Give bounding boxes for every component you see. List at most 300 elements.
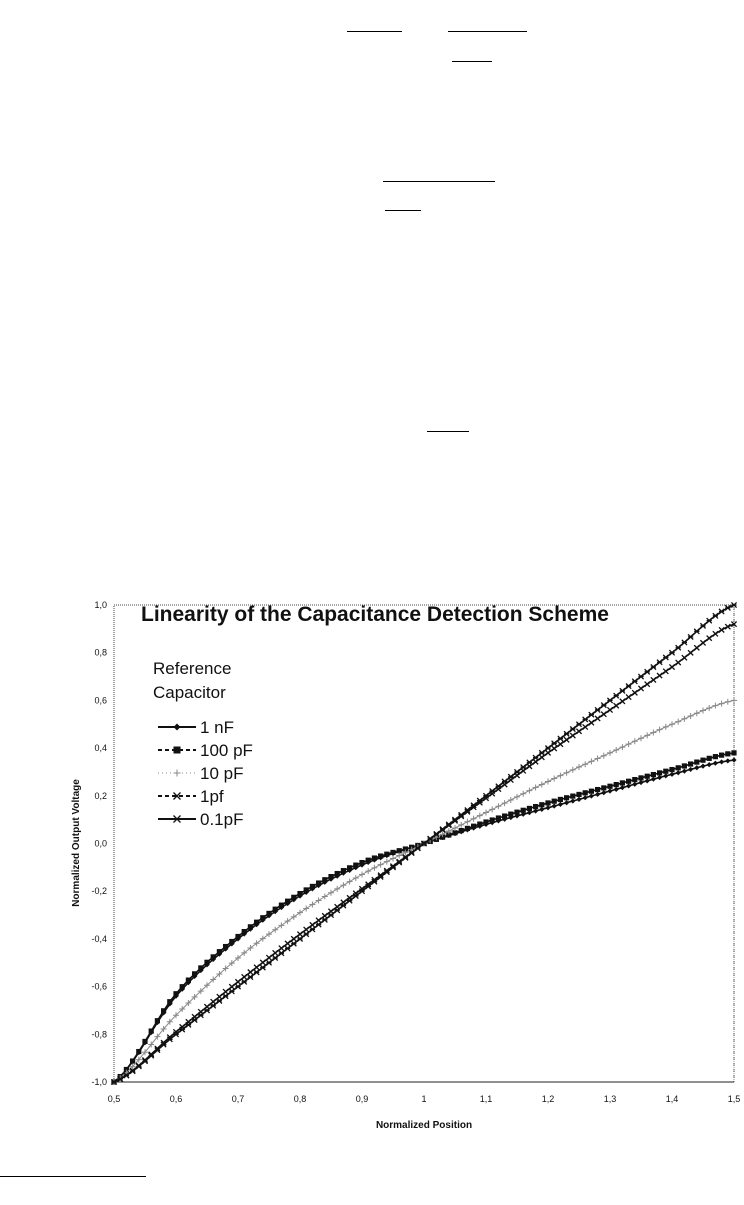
data-point [279,903,284,908]
data-point [341,903,346,908]
legend-label: 10 pF [200,764,244,783]
data-point [316,880,321,885]
data-point [378,853,383,858]
data-point [229,939,234,944]
legend-label: 1 nF [200,718,235,737]
data-point [688,634,693,639]
data-point [174,724,181,731]
legend-entry [158,810,243,829]
data-point [266,955,271,960]
data-point [589,793,594,798]
data-point [359,872,365,878]
data-point [645,774,650,779]
legend-entries [158,718,253,829]
data-point [477,821,482,826]
data-point [663,669,668,674]
data-point [576,729,581,734]
data-point [186,977,191,982]
data-point [266,960,271,965]
data-point [204,1008,209,1013]
data-point [725,699,731,705]
data-point [552,803,557,808]
data-point [371,865,377,871]
data-point [731,602,736,607]
data-point [390,856,396,862]
x-tick-label: 0,7 [231,1094,245,1104]
data-point [638,775,643,780]
data-point [583,717,588,722]
legend-entry [158,787,224,806]
data-point [390,850,395,855]
legend [153,659,253,829]
y-tick-label: 0,4 [94,743,107,754]
data-point [440,827,445,832]
data-point [490,817,495,822]
data-point [328,912,333,917]
data-point [173,991,178,996]
data-point [242,979,247,984]
data-point [254,920,259,925]
x-tick-label: 1,4 [665,1094,679,1104]
data-point [211,954,216,959]
data-point [545,800,550,805]
data-point [533,785,539,791]
data-point [229,984,234,989]
data-point [688,767,693,772]
data-point [663,655,668,660]
data-point [161,1008,166,1013]
data-point [279,951,284,956]
data-point [657,727,663,733]
data-point [700,764,705,769]
data-point [725,605,730,610]
data-point [614,693,619,698]
data-point [564,737,569,742]
data-point [359,860,364,865]
data-point [657,660,662,665]
data-point [614,782,619,787]
data-point [192,971,197,976]
data-point [334,886,340,892]
data-point [645,682,650,687]
data-point [669,721,675,727]
data-point [564,795,569,800]
data-point [713,613,718,618]
data-point [607,750,613,756]
data-point [539,750,544,755]
data-point [291,914,297,920]
series-1-nf [111,757,736,1084]
data-point [483,819,488,824]
data-point [242,929,247,934]
data-point [669,664,674,669]
data-point [260,960,265,965]
data-point [651,777,656,782]
y-tick-label: -1,0 [91,1077,107,1087]
data-point [619,744,625,750]
data-point [180,984,185,989]
data-point [483,809,489,815]
data-point [551,776,557,782]
data-point [335,908,340,913]
data-point [167,999,172,1004]
data-point [527,760,532,765]
data-point [583,790,588,795]
data-point [731,750,736,755]
data-point [638,780,643,785]
data-point [682,768,687,773]
data-point [558,736,563,741]
data-point [552,799,557,804]
data-point [707,618,712,623]
data-point [669,767,674,772]
legend-entry [158,741,253,760]
data-point [198,965,203,970]
x-tick-label: 0,9 [355,1094,369,1104]
data-point [688,713,694,719]
data-point [496,815,501,820]
data-point [688,650,693,655]
data-point [570,767,576,773]
data-point [514,794,520,800]
data-point [694,629,699,634]
data-point [626,683,631,688]
data-point [676,765,681,770]
data-point [570,726,575,731]
data-point [285,941,290,946]
data-point [694,645,699,650]
data-point [545,778,551,784]
data-point [601,753,607,759]
data-point [657,770,662,775]
data-point [309,901,315,907]
x-tick-label: 1,2 [541,1094,555,1104]
data-point [291,936,296,941]
data-point [539,781,545,787]
data-point [217,949,222,954]
data-point [644,732,650,738]
data-point [712,703,718,709]
data-point [254,965,259,970]
data-point [223,944,228,949]
data-point [632,690,637,695]
data-point [384,852,389,857]
data-point [576,764,582,770]
data-point [347,865,352,870]
data-point [459,828,464,833]
data-point [303,906,309,912]
data-point [651,772,656,777]
chart-title: Linearity of the Capacitance Detection Scheme [141,603,609,626]
x-tick-label: 1,3 [603,1094,617,1104]
data-point [620,785,625,790]
legend-entry [158,718,234,737]
data-point [620,699,625,704]
data-point [229,989,234,994]
data-point [285,946,290,951]
data-point [663,724,669,730]
data-point [328,874,333,879]
y-tick-label: 0,6 [94,695,107,706]
data-point [595,787,600,792]
data-point [601,790,606,795]
data-point [353,875,359,881]
data-point [552,741,557,746]
data-point [174,816,181,823]
data-point [304,932,309,937]
data-point [545,750,550,755]
data-point [682,763,687,768]
series-line [114,760,734,1082]
data-point [322,894,328,900]
data-point [322,917,327,922]
legend-label: 1pf [200,787,224,806]
data-point [396,853,402,859]
x-tick-label: 1,5 [727,1094,741,1104]
data-point [707,756,712,761]
data-point [570,794,575,799]
data-point [526,788,532,794]
data-point [688,761,693,766]
data-point [471,824,476,829]
data-point [601,712,606,717]
x-tick-label: 0,8 [293,1094,307,1104]
data-point [607,788,612,793]
legend-entry [158,764,243,783]
data-point [601,703,606,708]
data-point [502,813,507,818]
data-point [211,1003,216,1008]
data-point [353,863,358,868]
data-point [477,813,483,819]
data-point [217,998,222,1003]
data-point [496,784,501,789]
data-point [583,795,588,800]
data-point [719,609,724,614]
data-point [613,747,619,753]
data-point [607,784,612,789]
data-point [279,946,284,951]
data-point [198,1013,203,1018]
data-point [527,806,532,811]
data-point [340,882,346,888]
data-point [706,705,712,711]
data-point [558,802,563,807]
data-point [620,780,625,785]
data-point [471,816,477,822]
data-point [576,797,581,802]
data-point [514,810,519,815]
data-point [533,755,538,760]
data-point [713,631,718,636]
data-point [557,773,563,779]
data-point [595,756,601,762]
data-point [192,1017,197,1022]
data-point [614,787,619,792]
y-tick-label: -0,4 [91,933,107,944]
data-point [142,1039,147,1044]
data-point [595,716,600,721]
data-point [235,984,240,989]
data-point [650,729,656,735]
data-point [719,753,724,758]
data-point [564,770,570,776]
data-point [272,927,278,933]
data-point [731,757,736,762]
data-point [719,759,724,764]
data-point [130,1058,135,1063]
data-point [545,805,550,810]
data-point [495,803,501,809]
data-point [260,965,265,970]
data-point [558,742,563,747]
data-point [273,955,278,960]
data-point [632,679,637,684]
data-point [558,797,563,802]
data-point [595,792,600,797]
data-point [297,936,302,941]
data-point [676,770,681,775]
data-point [589,789,594,794]
data-point [508,812,513,817]
data-point [248,974,253,979]
data-point [316,922,321,927]
data-point [502,800,508,806]
data-point [335,871,340,876]
legend-heading-line-1: Reference [153,659,232,678]
data-point [365,868,371,874]
data-point [645,669,650,674]
data-point [638,735,644,741]
legend-label: 100 pF [200,741,253,760]
x-tick-label: 1,1 [479,1094,493,1104]
data-point [248,924,253,929]
data-point [682,640,687,645]
data-point [725,751,730,756]
data-point [285,918,291,924]
data-point [347,898,352,903]
data-point [682,655,687,660]
data-point [174,770,181,777]
data-point [632,782,637,787]
x-tick-label: 0,6 [169,1094,183,1104]
data-point [725,758,730,763]
data-point [397,848,402,853]
y-tick-label: 1,0 [94,600,107,610]
data-point [570,798,575,803]
data-point [347,879,353,885]
data-point [564,731,569,736]
data-point [620,688,625,693]
data-point [291,895,296,900]
data-point [285,899,290,904]
data-point [508,797,514,803]
data-point [248,969,253,974]
data-point [669,650,674,655]
data-point [254,970,259,975]
data-point [700,640,705,645]
data-point [626,783,631,788]
y-tick-label: 0,8 [94,647,107,658]
data-point [632,738,638,744]
data-point [632,777,637,782]
data-point [589,712,594,717]
data-point [204,960,209,965]
data-point [663,773,668,778]
y-tick-label: 0,2 [94,790,107,801]
data-point [304,887,309,892]
data-point [384,859,390,865]
data-point [372,855,377,860]
data-point [328,890,334,896]
data-point [186,1022,191,1027]
data-point [304,927,309,932]
data-point [681,716,687,722]
data-point [651,677,656,682]
data-point [669,772,674,777]
data-point [260,915,265,920]
data-point [713,761,718,766]
data-point [310,884,315,889]
data-point [533,804,538,809]
data-point [297,891,302,896]
legend-label: 0.1pF [200,810,244,829]
data-point [589,720,594,725]
x-axis-title: Normalized Position [375,1120,473,1131]
data-point [291,941,296,946]
data-point [700,623,705,628]
data-point [657,673,662,678]
data-point [607,698,612,703]
data-point [700,758,705,763]
data-point [502,779,507,784]
data-point [731,697,737,703]
data-point [694,765,699,770]
data-point [564,800,569,805]
data-point [235,979,240,984]
data-point [713,754,718,759]
data-point [675,719,681,725]
data-point [149,1028,154,1033]
data-point [223,994,228,999]
data-point [539,802,544,807]
data-point [601,785,606,790]
data-point [310,927,315,932]
y-axis-title: Normalized Output Voltage [71,779,82,907]
data-point [464,819,470,825]
data-point [707,762,712,767]
data-point [322,877,327,882]
data-point [582,761,588,767]
legend-heading-line-2: Capacitor [153,683,226,702]
data-point [576,792,581,797]
y-tick-label: -0,2 [91,886,107,897]
y-tick-label: -0,6 [91,981,107,992]
data-point [614,703,619,708]
data-point [297,932,302,937]
data-point [607,707,612,712]
data-point [136,1049,141,1054]
data-point [155,1018,160,1023]
data-point [626,694,631,699]
data-point [645,778,650,783]
data-point [539,807,544,812]
data-point [297,910,303,916]
data-point [676,645,681,650]
data-point [552,746,557,751]
data-point [638,686,643,691]
data-point [273,907,278,912]
